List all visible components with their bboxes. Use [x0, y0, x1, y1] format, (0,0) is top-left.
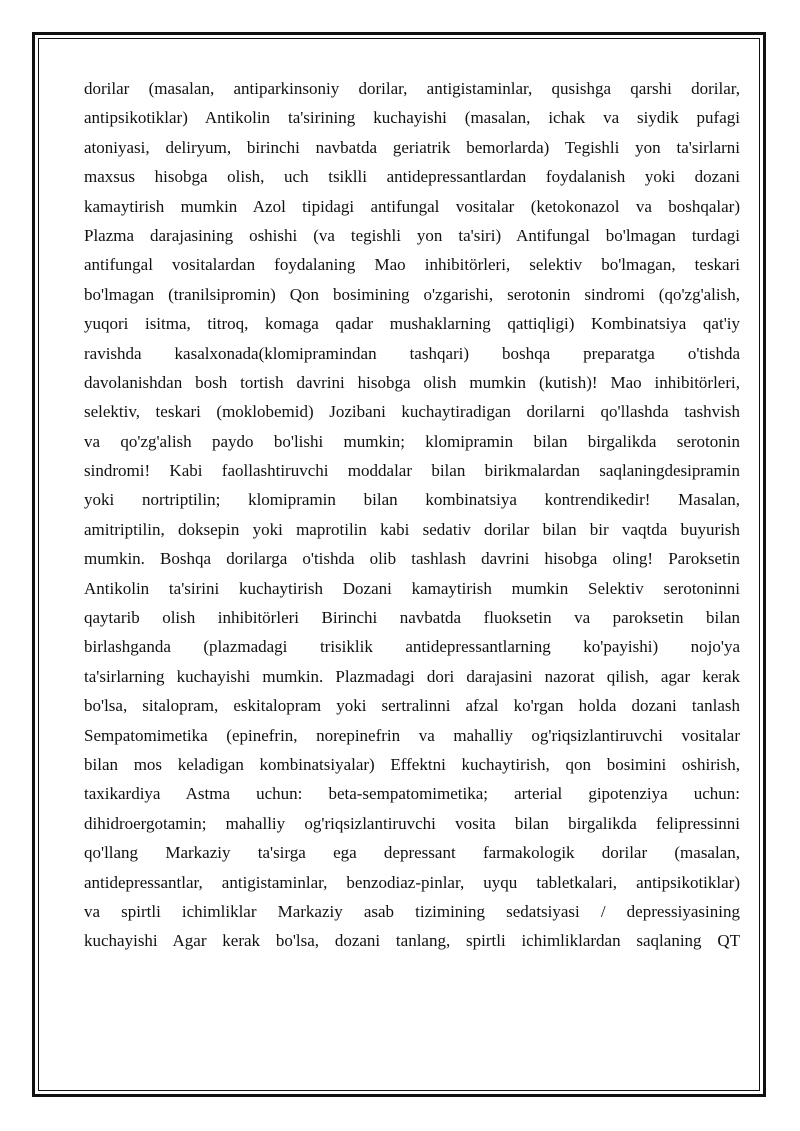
text-line: bo'lmagan (tranilsipromin) Qon bosimining o'zgarishi, serotonin sindromi (qo'zg'alish, — [84, 284, 740, 304]
text-line: sindromi! Kabi faollashtiruvchi moddalar bilan birikmalardan saqlaningdesipramin — [84, 461, 740, 481]
text-line: maxsus hisobga olish, uch tsiklli antidepressantlardan foydalanish yoki dozani — [84, 167, 740, 187]
text-line: antifungal vositalardan foydalaning Mao inhibitörleri, selektiv bo'lmagan, teskari — [84, 255, 740, 275]
text-line: davolanishdan bosh tortish davrini hisobga olish mumkin (kutish)! Mao inhibitörleri, — [84, 372, 740, 392]
text-line: antipsikotiklar) Antikolin ta'sirining kuchayishi (masalan, ichak va siydik pufagi — [84, 108, 740, 128]
text-line: ravishda kasalxonada(klomipramindan tashqari) boshqa preparatga o'tishda — [84, 343, 740, 363]
text-line: qo'llang Markaziy ta'sirga ega depressant farmakologik dorilar (masalan, — [84, 843, 740, 863]
document-body — [84, 74, 740, 956]
text-line: bilan mos keladigan kombinatsiyalar) Effektni kuchaytirish, qon bosimini oshirish, — [84, 754, 740, 774]
text-line: dihidroergotamin; mahalliy og'riqsizlantiruvchi vosita bilan birgalikda felipressinni — [84, 813, 740, 833]
text-line: ta'sirlarning kuchayishi mumkin. Plazmadagi dori darajasini nazorat qilish, agar kerak — [84, 666, 740, 686]
text-line: atoniyasi, deliryum, birinchi navbatda geriatrik bemorlarda) Tegishli yon ta'sirlarni — [84, 137, 740, 157]
text-line: yoki nortriptilin; klomipramin bilan kombinatsiya kontrendikedir! Masalan, — [84, 490, 740, 510]
text-line: yuqori isitma, titroq, komaga qadar mushaklarning qattiqligi) Kombinatsiya qat'iy — [84, 314, 740, 334]
text-line: kamaytirish mumkin Azol tipidagi antifungal vositalar (ketokonazol va boshqalar) — [84, 196, 740, 216]
text-line: dorilar (masalan, antiparkinsoniy dorilar, antigistaminlar, qusishga qarshi dorilar, — [84, 79, 740, 98]
text-line: selektiv, teskari (moklobemid) Jozibani kuchaytiradigan dorilarni qo'llashda tashvish — [84, 402, 740, 422]
text-line: Plazma darajasining oshishi (va tegishli yon ta'siri) Antifungal bo'lmagan turdagi — [84, 225, 740, 245]
text-line: Sempatomimetika (epinefrin, norepinefrin va mahalliy og'riqsizlantiruvchi vositalar — [84, 725, 740, 745]
text-line: birlashganda (plazmadagi trisiklik antidepressantlarning ko'payishi) nojo'ya — [84, 637, 740, 657]
text-line: kuchayishi Agar kerak bo'lsa, dozani tanlang, spirtli ichimliklardan saqlaning QT — [84, 931, 740, 951]
text-line: va spirtli ichimliklar Markaziy asab tizimining sedatsiyasi / depressiyasining — [84, 901, 740, 921]
text-line: amitriptilin, doksepin yoki maprotilin kabi sedativ dorilar bilan bir vaqtda buyurish — [84, 519, 740, 539]
text-line: qaytarib olish inhibitörleri Birinchi navbatda fluoksetin va paroksetin bilan — [84, 608, 740, 628]
text-line: bo'lsa, sitalopram, eskitalopram yoki sertralinni afzal ko'rgan holda dozani tanlash — [84, 696, 740, 716]
text-line: va qo'zg'alish paydo bo'lishi mumkin; klomipramin bilan birgalikda serotonin — [84, 431, 740, 451]
text-line: mumkin. Boshqa dorilarga o'tishda olib tashlash davrini hisobga oling! Paroksetin — [84, 549, 740, 569]
text-line: taxikardiya Astma uchun: beta-sempatomimetika; arterial gipotenziya uchun: — [84, 784, 740, 804]
text-line: antidepressantlar, antigistaminlar, benzodiaz-pinlar, uyqu tabletkalari, antipsikotiklar) — [84, 872, 740, 892]
text-line: Antikolin ta'sirini kuchaytirish Dozani kamaytirish mumkin Selektiv serotoninni — [84, 578, 740, 598]
